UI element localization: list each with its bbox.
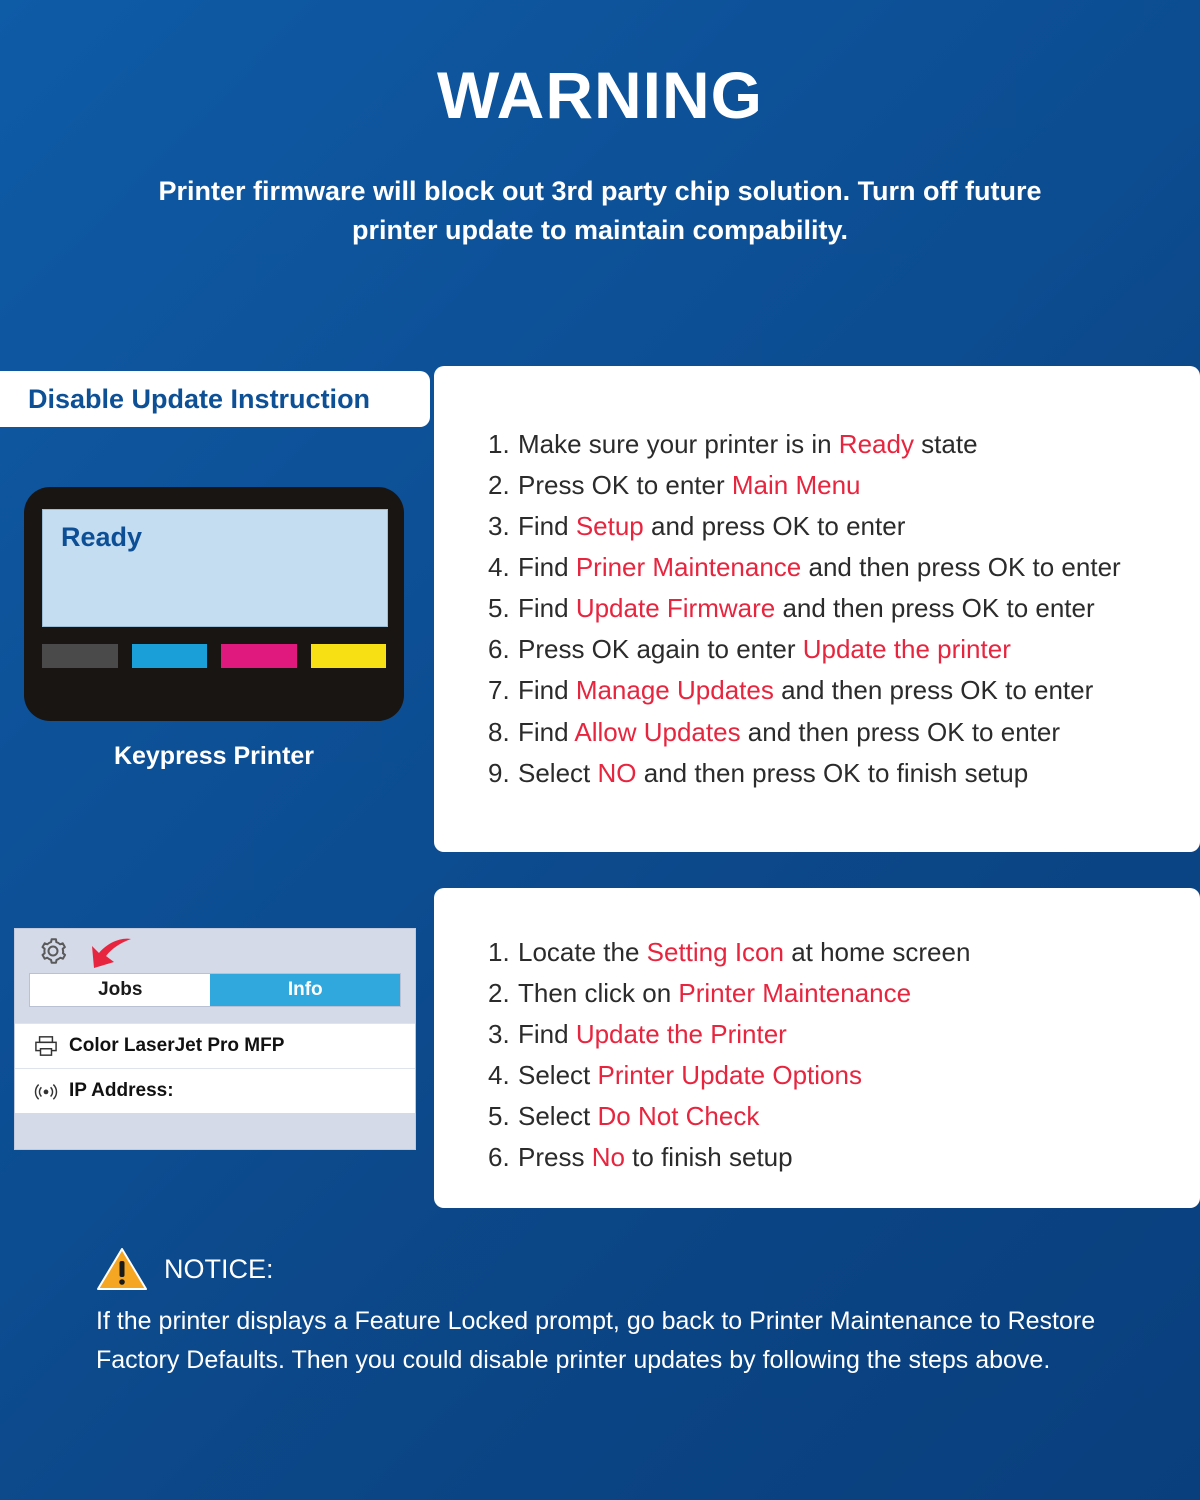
- printer-button-cyan[interactable]: [132, 644, 208, 668]
- step-number: 3.: [488, 1019, 510, 1050]
- notice-block: [96, 1246, 1126, 1380]
- instruction-step: [488, 1137, 1200, 1178]
- step-text: and then press OK to enter: [773, 675, 1094, 706]
- instruction-step: [488, 629, 1200, 670]
- printer-lcd-text: Ready: [61, 522, 143, 552]
- step-number: 4.: [488, 552, 510, 583]
- step-highlight: Printer Maintenance: [678, 978, 912, 1009]
- keypress-steps-list: [434, 366, 1200, 794]
- keypress-instructions-card: [434, 366, 1200, 852]
- step-highlight: Priner Maintenance: [575, 552, 802, 583]
- step-highlight: Manage Updates: [575, 675, 774, 706]
- touch-printer-graphic: [14, 928, 416, 1150]
- step-text: Find: [518, 716, 575, 747]
- step-text: Select: [518, 1101, 598, 1132]
- step-highlight: Printer Update Options: [597, 1060, 862, 1091]
- instruction-step: [488, 424, 1200, 465]
- touch-panel-row-ip[interactable]: [15, 1068, 415, 1113]
- instruction-step: [488, 547, 1200, 588]
- keypress-printer-caption: Keypress Printer: [113, 742, 315, 770]
- step-text: to finish setup: [624, 1142, 793, 1173]
- wireless-icon: [29, 1080, 63, 1102]
- step-text: Press OK again to enter: [518, 634, 803, 665]
- step-number: 5.: [488, 1101, 510, 1132]
- printer-lcd-screen: [42, 509, 388, 627]
- step-number: 3.: [488, 511, 510, 542]
- step-highlight: Setup: [575, 511, 644, 542]
- instruction-step: [488, 670, 1200, 711]
- printer-button-black[interactable]: [42, 644, 118, 668]
- step-number: 1.: [488, 937, 510, 967]
- printer-button-yellow[interactable]: [311, 644, 387, 668]
- touch-panel-top-bar: [15, 929, 415, 973]
- step-highlight: Do Not Check: [597, 1101, 760, 1132]
- gear-icon[interactable]: [37, 935, 69, 967]
- instruction-step: [488, 932, 1200, 973]
- step-text: Then click on: [518, 978, 679, 1009]
- step-text: state: [913, 429, 978, 459]
- step-text: Locate the: [518, 937, 647, 967]
- step-highlight: NO: [597, 757, 637, 788]
- step-text: Press OK to enter: [518, 470, 732, 501]
- tab-info[interactable]: Info: [210, 974, 400, 1006]
- step-highlight: Allow Updates: [574, 716, 741, 747]
- warning-triangle-icon: [96, 1246, 148, 1292]
- page-title: WARNING: [437, 58, 763, 132]
- notice-body: If the printer displays a Feature Locked prompt, go back to Printer Maintenance to Restore Factory Defaults. Then you could disable printer updates by following the steps above.: [96, 1307, 1096, 1374]
- step-number: 2.: [488, 470, 510, 501]
- step-text: Find: [518, 511, 576, 542]
- step-number: 6.: [488, 1142, 510, 1173]
- printer-color-buttons: [42, 644, 386, 668]
- instruction-step: [488, 588, 1200, 629]
- touch-instructions-card: [434, 888, 1200, 1208]
- step-number: 2.: [488, 978, 510, 1009]
- step-text: and then press OK to enter: [775, 593, 1095, 624]
- header-subtitle: Printer firmware will block out 3rd party chip solution. Turn off future printer update to maintain compability.: [158, 176, 1042, 246]
- touch-steps-list: [434, 888, 1200, 1178]
- step-highlight: Ready: [838, 429, 914, 459]
- touch-panel-ip-label: IP Address:: [69, 1080, 174, 1101]
- notice-title: NOTICE:: [164, 1253, 274, 1284]
- printer-button-magenta[interactable]: [221, 644, 297, 668]
- touch-panel-spacer: [15, 1007, 415, 1023]
- touch-panel-model-label: Color LaserJet Pro MFP: [69, 1035, 285, 1056]
- step-text: and then press OK to finish setup: [636, 757, 1029, 788]
- section-label-text: Disable Update Instruction: [28, 383, 371, 414]
- step-number: 7.: [488, 675, 510, 706]
- instruction-step: [488, 1096, 1200, 1137]
- step-number: 5.: [488, 593, 510, 624]
- step-number: 6.: [488, 634, 510, 665]
- step-text: at home screen: [783, 937, 971, 967]
- instruction-step: [488, 973, 1200, 1014]
- touch-panel-bottom-bar: [15, 1113, 415, 1149]
- step-highlight: Update Firmware: [575, 593, 776, 624]
- step-text: and then press OK to enter: [801, 552, 1121, 583]
- step-text: Find: [518, 675, 576, 706]
- tab-jobs[interactable]: Jobs: [98, 979, 143, 1000]
- instruction-step: [488, 1055, 1200, 1096]
- step-text: Select: [518, 757, 598, 788]
- instruction-step: [488, 506, 1200, 547]
- touch-panel-tabs[interactable]: [29, 973, 401, 1007]
- step-number: 1.: [488, 429, 510, 459]
- printer-icon: [29, 1035, 63, 1057]
- step-text: Find: [518, 552, 576, 583]
- keypress-printer-graphic: [24, 487, 404, 721]
- step-number: 4.: [488, 1060, 510, 1091]
- cursor-arrow-icon: [87, 935, 133, 971]
- section-label: [0, 371, 430, 427]
- step-highlight: Setting Icon: [646, 937, 784, 967]
- step-text: Select: [518, 1060, 598, 1091]
- step-highlight: Update the printer: [802, 634, 1011, 665]
- header: [0, 0, 1200, 250]
- instruction-step: [488, 1014, 1200, 1055]
- step-text: Find: [518, 593, 576, 624]
- step-highlight: Main Menu: [731, 470, 861, 501]
- notice-header: [96, 1246, 1126, 1292]
- step-text: Make sure your printer is in: [518, 429, 839, 459]
- step-text: Press: [518, 1142, 592, 1173]
- touch-panel-row-model[interactable]: [15, 1023, 415, 1068]
- instruction-step: [488, 753, 1200, 794]
- instruction-step: [488, 465, 1200, 506]
- step-number: 8.: [488, 716, 510, 747]
- step-text: Find: [518, 1019, 576, 1050]
- step-text: and then press OK to enter: [740, 716, 1060, 747]
- step-text: and press OK to enter: [643, 511, 906, 542]
- step-highlight: Update the Printer: [575, 1019, 787, 1050]
- instruction-step: [488, 712, 1200, 753]
- step-highlight: No: [591, 1142, 625, 1173]
- step-number: 9.: [488, 757, 510, 788]
